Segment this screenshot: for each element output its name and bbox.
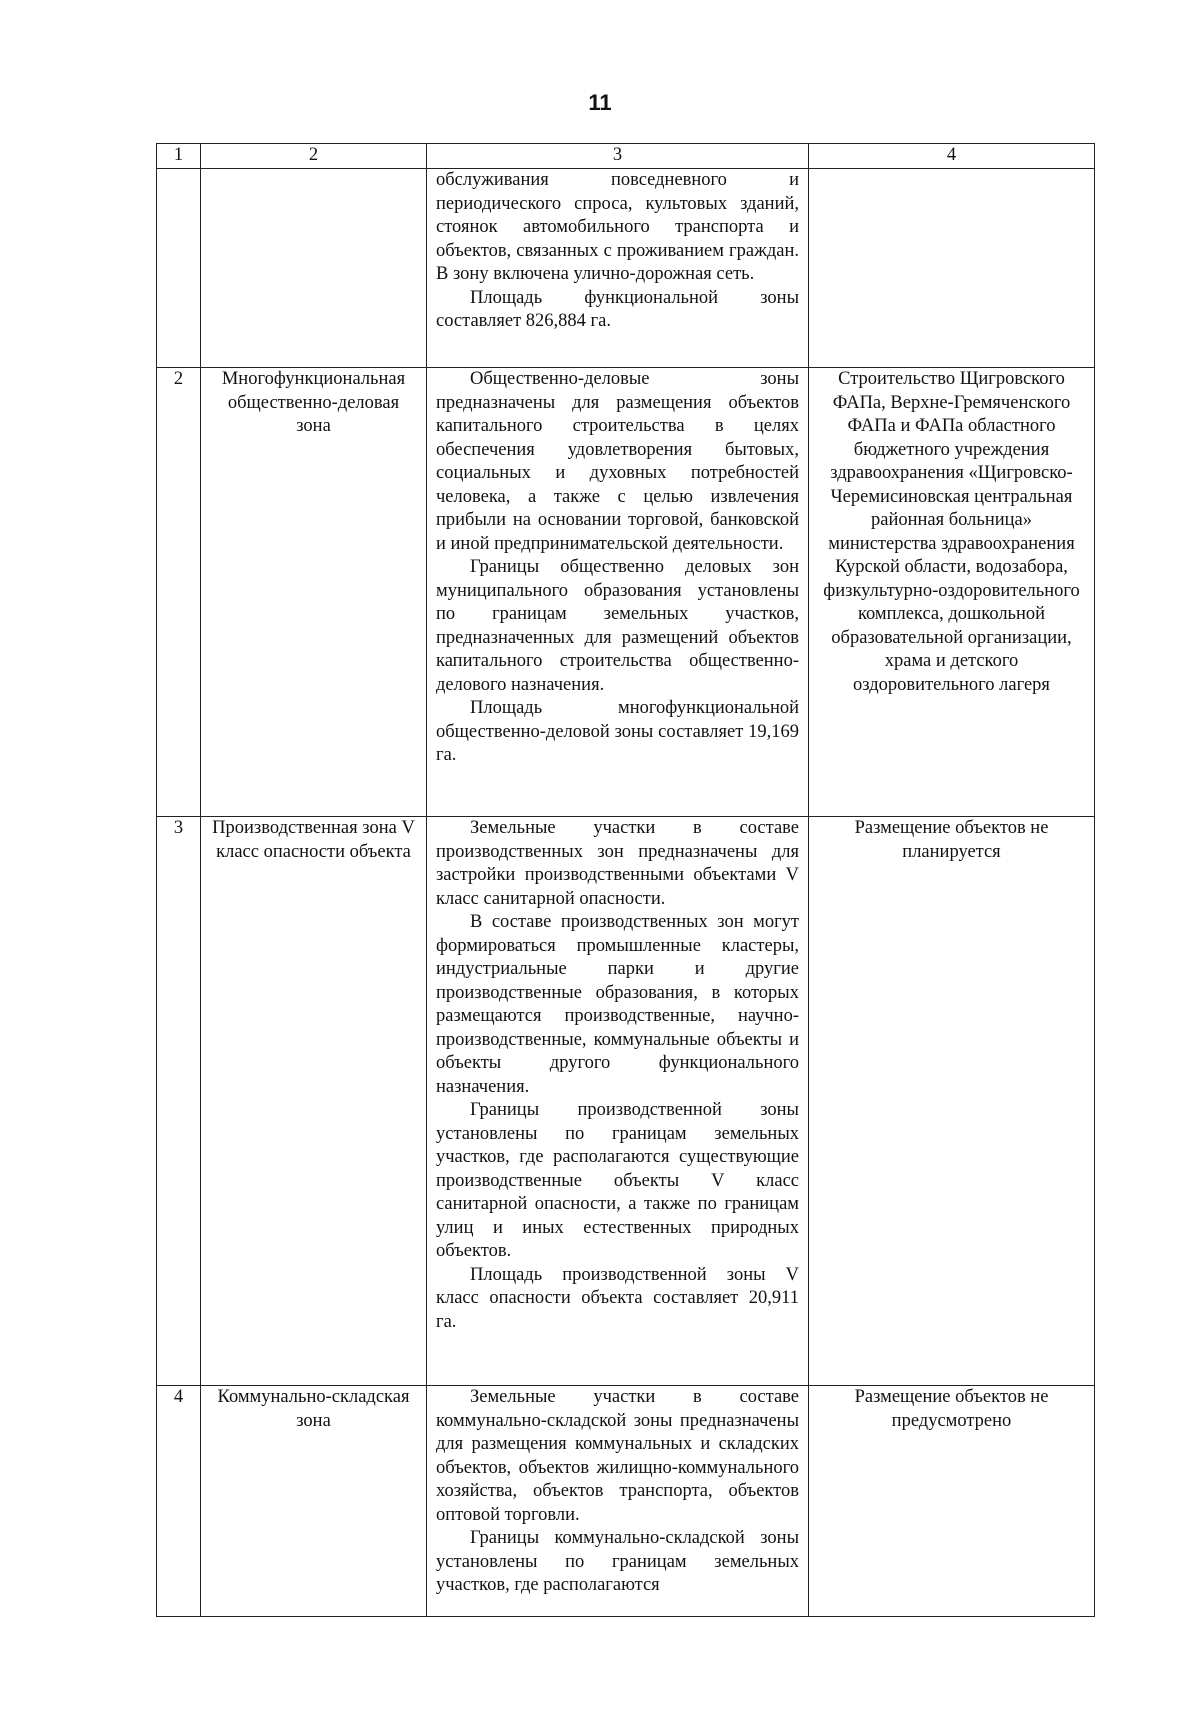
- description-paragraph: Общественно-деловые зоны предназначены для размещения объектов капитального строительства в целях обеспечения удовлетворения бытовых, социальных и духовных потребностей человека, а также с целью извлечения прибыли на основании торговой, банковской и иной предпринимательской деятельности.: [436, 369, 799, 554]
- description-paragraph: Границы коммунально-складской зоны установлены по границам земельных участков, где располагаются: [436, 1528, 799, 1595]
- zone-description: [427, 169, 809, 368]
- description-paragraph: Земельные участки в составе коммунально-складской зоны предназначены для размещения коммунальных и складских объектов, объектов жилищно-коммунального хозяйства, объектов транспорта, объектов оптовой торговли.: [436, 1387, 799, 1525]
- description-paragraph: обслуживания повседневного и периодического спроса, культовых зданий, стоянок автомобильного транспорта и объектов, связанных с проживанием граждан. В зону включена улично-дорожная сеть.: [436, 170, 799, 284]
- table-header-row: [157, 144, 1095, 169]
- description-paragraph: Площадь многофункциональной общественно-деловой зоны составляет 19,169 га.: [436, 698, 799, 765]
- zone-number: 4: [157, 1386, 201, 1617]
- zone-name: Коммунально-складская зона: [201, 1386, 427, 1617]
- page-number: 11: [588, 90, 612, 115]
- description-paragraph: Площадь функциональной зоны составляет 826,884 га.: [436, 287, 799, 331]
- zone-plan: Строительство Щигровского ФАПа, Верхне-Гремяченского ФАПа и ФАПа областного бюджетного учреждения здравоохранения «Щигровско-Черемисиновская центральная районная больница» министерства здравоохранения Курской области, водозабора, физкультурно-оздоровительного комплекса, дошкольной образовательной организации, храма и детского оздоровительного лагеря: [809, 368, 1095, 817]
- zone-plan: [809, 169, 1095, 368]
- zone-number: 2: [157, 368, 201, 817]
- zone-description: [427, 368, 809, 817]
- zones-table: [156, 143, 1095, 1617]
- zone-number: 3: [157, 817, 201, 1386]
- description-paragraph: Границы производственной зоны установлены по границам земельных участков, где располагаются существующие производственные объекты V класс санитарной опасности, а также по границам улиц и иных естественных природных объектов.: [436, 1100, 799, 1261]
- table-row: [157, 1386, 1095, 1617]
- zone-number: [157, 169, 201, 368]
- zone-name: Производственная зона V класс опасности объекта: [201, 817, 427, 1386]
- description-paragraph: Границы общественно деловых зон муниципального образования установлены по границам земельных участков, предназначенных для размещений объектов капитального строительства общественно-делового назначения.: [436, 557, 799, 695]
- zone-plan: Размещение объектов не предусмотрено: [809, 1386, 1095, 1617]
- zone-description: [427, 1386, 809, 1617]
- table-row: [157, 169, 1095, 368]
- description-paragraph: Площадь производственной зоны V класс опасности объекта составляет 20,911 га.: [436, 1264, 799, 1332]
- column-header-3: 3: [427, 144, 809, 169]
- zone-name: [201, 169, 427, 368]
- zone-plan: Размещение объектов не планируется: [809, 817, 1095, 1386]
- column-header-1: 1: [157, 144, 201, 169]
- description-paragraph: Земельные участки в составе производственных зон предназначены для застройки производственными объектами V класс санитарной опасности.: [436, 818, 799, 909]
- description-paragraph: В составе производственных зон могут формироваться промышленные кластеры, индустриальные парки и другие производственные образования, в которых размещаются производственные, научно-производственные, коммунальные объекты и объекты другого функционального назначения.: [436, 912, 799, 1097]
- table-row: [157, 817, 1095, 1386]
- zone-description: [427, 817, 809, 1386]
- column-header-4: 4: [809, 144, 1095, 169]
- zone-name: Многофункциональная общественно-деловая зона: [201, 368, 427, 817]
- column-header-2: 2: [201, 144, 427, 169]
- table-row: [157, 368, 1095, 817]
